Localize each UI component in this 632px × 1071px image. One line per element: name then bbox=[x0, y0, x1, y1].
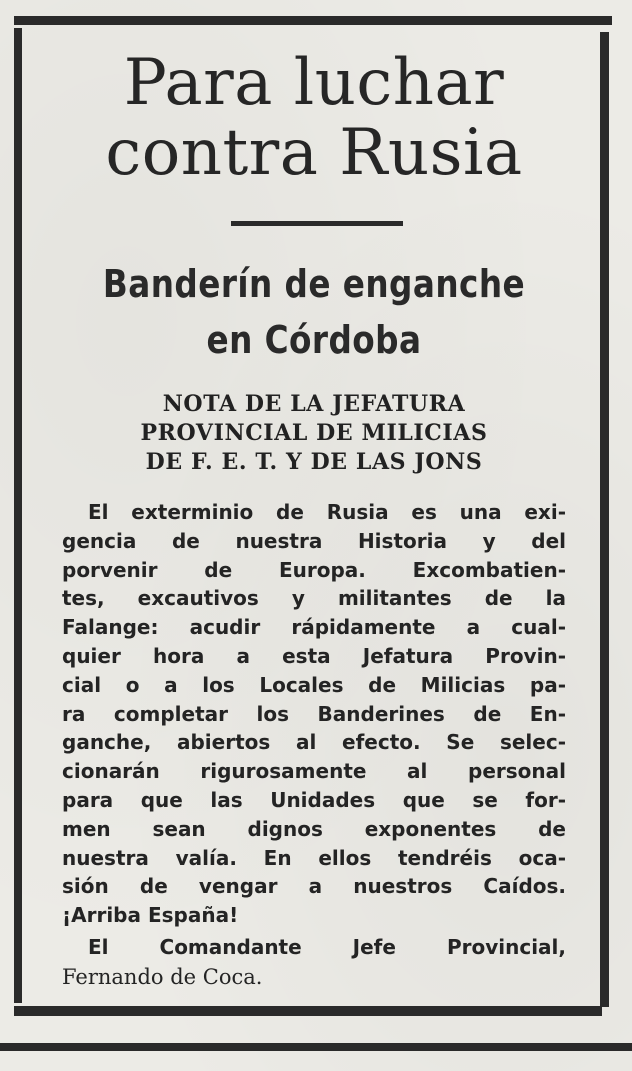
body-line: quier hora a esta Jefatura Provin- bbox=[62, 643, 566, 668]
body-line: sión de vengar a nuestros Caídos. bbox=[62, 874, 566, 899]
title-divider bbox=[231, 221, 403, 226]
body-line: cionarán rigurosamente al personal bbox=[62, 759, 566, 784]
body-line: porvenir de Europa. Excombatien- bbox=[62, 557, 566, 582]
left-border-rule bbox=[14, 28, 22, 1003]
headline: Para luchar contra Rusia bbox=[105, 46, 523, 190]
body-line: nuestra valía. En ellos tendréis oca- bbox=[62, 845, 566, 870]
signature-block bbox=[62, 932, 566, 992]
top-border-rule bbox=[14, 16, 612, 25]
bottom-border-rule bbox=[14, 1006, 602, 1016]
right-border-rule bbox=[600, 32, 609, 1007]
body-line: tes, excautivos y militantes de la bbox=[62, 586, 566, 611]
note-title: NOTA DE LA JEFATURA PROVINCIAL DE MILICIAS DE F. E. T. Y DE LAS JONS bbox=[140, 391, 488, 475]
body-line: El exterminio de Rusia es una exi- bbox=[88, 500, 566, 524]
body-line: ra completar los Banderines de En- bbox=[62, 701, 566, 726]
body-line: ¡Arriba España! bbox=[62, 903, 239, 928]
body-line: para que las Unidades que se for- bbox=[62, 787, 566, 812]
body-line: ganche, abiertos al efecto. Se selec- bbox=[62, 730, 566, 755]
body-line: men sean dignos exponentes de bbox=[62, 816, 566, 841]
body-line: cial o a los Locales de Milicias pa- bbox=[62, 672, 566, 697]
signature-title: El Comandante Jefe Provincial, bbox=[88, 935, 566, 959]
signature-name: Fernando de Coca. bbox=[62, 965, 263, 989]
article-body bbox=[62, 498, 566, 930]
page-edge-rule bbox=[0, 1043, 632, 1051]
body-line: Falange: acudir rápidamente a cual- bbox=[62, 615, 566, 640]
subheadline: Banderín de enganche en Córdoba bbox=[102, 262, 526, 362]
body-line: gencia de nuestra Historia y del bbox=[62, 528, 566, 553]
